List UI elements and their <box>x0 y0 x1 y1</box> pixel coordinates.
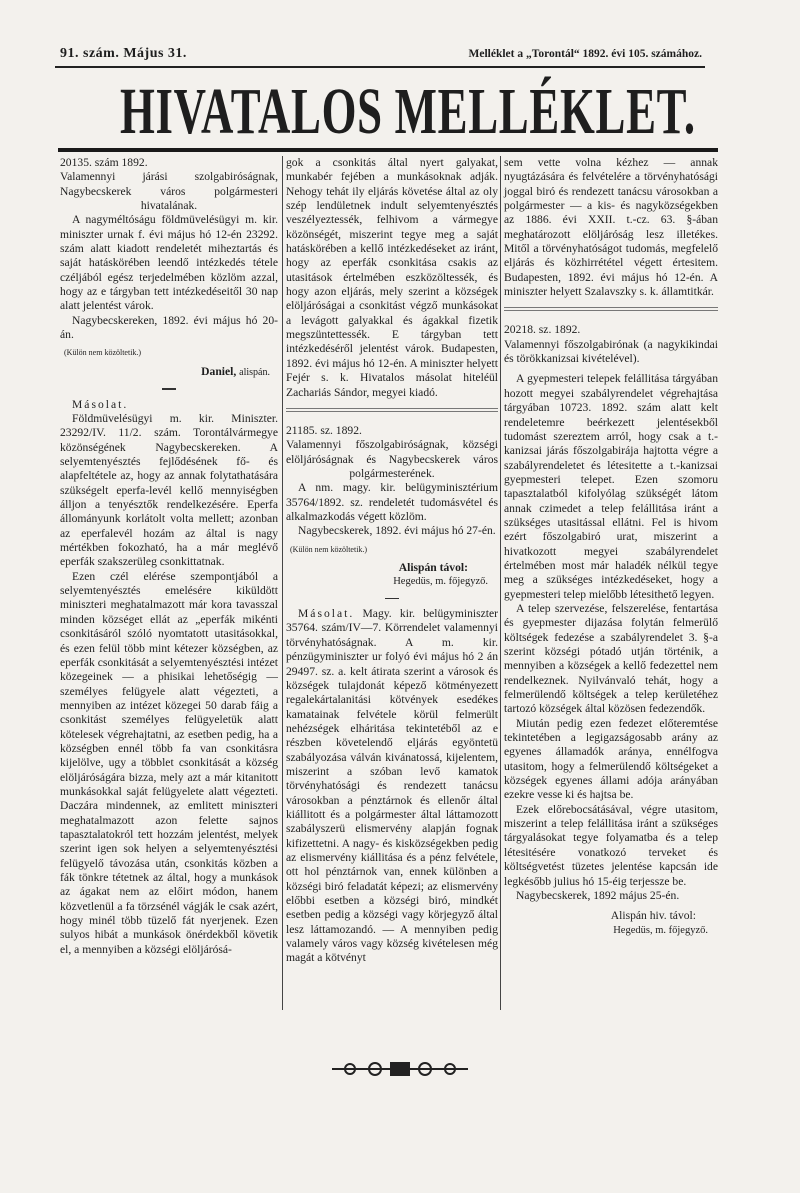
column-divider <box>282 156 283 1010</box>
section-dash <box>162 388 176 390</box>
copy-paragraph: Földmüvelésügyi m. kir. Miniszter. 23292/IV. 11/2. szám. Torontálvármegye közönségének Nagybecskereken. A selyemtenyésztés fejlődésének fő- és alapfeltétele az, hogy az annak folytathatására szükségelt eperfa-levél kellő mennyiségben álljon a tenyésztők rendelkezésére. Eperfa állományunk korlátolt volta mellett; azonban az eperfalevél hozám az által is nagy mértékben fokozható, ha a már meglévő eperfák szakszerüleg csonkittatnak. <box>60 412 278 569</box>
notice-number: 20135. szám 1892. <box>60 156 148 169</box>
column-2 <box>286 156 498 966</box>
signature-title: alispán. <box>239 366 270 378</box>
header-rule <box>55 66 705 68</box>
notice-body: A nagyméltóságu földmüvelésügyi m. kir. miniszter urnak f. évi május hó 12-én 23292. szám alatt kiadott rendeletét miheztartás és saját hatáskörében leendő intézkedés tétele czéljából egész terjedelmében közlöm azzal, hogy az e tárgyban tett intézkedéseitől 30 nap alatt jelentést várok. <box>60 213 278 313</box>
notice-paragraph: Miután pedig ezen fedezet előteremtése tekintetében a legigazságosabb arány az egyenes államadók aránya, ennélfogva utasitom, hogy a felmerülendő költségeket a községek egyenes állami adója arányában ezekre vesse ki és hajtsa be. <box>504 716 718 802</box>
copy-heading: Másolat. <box>72 397 129 411</box>
decorative-ornament-icon <box>330 1060 470 1078</box>
notice-note: (Külön nem közöltetik.) <box>290 544 368 554</box>
signature-line: Hegedüs, m. főjegyző. <box>393 576 488 588</box>
notice-body: A nm. magy. kir. belügyminisztérium 35764/1892. sz. rendeletét tudomásvétel és alkalmazkodás végett közlöm. <box>286 481 498 523</box>
running-header <box>60 44 702 64</box>
column-divider <box>500 156 501 1010</box>
notice-note: (Külön nem közöltetik.) <box>64 348 142 358</box>
issue-number: 91. szám. Május 31. <box>60 46 187 61</box>
signature-name: Daniel, <box>201 364 237 378</box>
notice-paragraph: A telep szervezése, felszerelése, fentartása és gyepmester dijazása folytán felmerülő költségek fedezése a szabályrendelet 3. §-a szerint községi pótadó utján történik, a mennyiben a községek a kellő fedezettel nem rendelkeznek. Nyilvánvaló tehát, hogy a felmerülendő költségek a telep kerületéhez tartozó községek által közösen fedezendők. <box>504 601 718 716</box>
notice-number: 20218. sz. 1892. <box>504 323 581 337</box>
column-1 <box>60 156 278 988</box>
copy-text: Magy. kir. belügyminiszter 35764. szám/IV—7. Körrendelet valamennyi törvényhatóságnak. A m. kir. pénzügyminiszter ur folyó évi május hó 2 án 29497. sz. a. kelt átirata szerint a városok és községek tulajdonát képező kötményezett regalekártalanitási kötvények esedékes kamatainak felvétele körül felmerült nehézségek elháritása tekintetéből az e részben követelendő eljárás egyöntetü szabályozása válván kivánatossá, kijelentem, miszerint a szóban levő kamatok törvényhatósági és rendezett tanácsu városokban a pénztárnok és ellenőr által kiállitott és a polgármester által láttamozott szabályszerü elismervény alapján fognak kifizettetni. A nagy- és kisközségekben pedig az elismervény kiállitása és a pénz felvétele, ott hol pénztárnok van, ennek különben a községi biró feladatát képezi; az elismervény előbbi esetben a községi biró, mindkét esetben pedig a községi vagy körjegyző által lesz láttamozandó. — A mennyiben pedig valamely város vagy község kivételesen még magát a kötvényt <box>286 607 499 965</box>
notice-signature <box>60 365 270 380</box>
column-3 <box>504 156 718 938</box>
copy-paragraph-continued: gok a csonkitás által nyert galyakat, munkabér fejében a munkásoknak adják. Nehogy tehát ily eljárás követése által az oly szép lendületnek indult selyemtenyésztés veszélyeztessék, felhivom a vármegye közönségét, miszerint tegye meg a saját hatáskörében a kellő intézkedéseket az iránt, hogy az eperfák csonkitása csakis az utasitások értelmében eszközöltessék, és hogy azon eljárás, mely szerint a községek elöljáróságai a csonkitást végző munkásokat a levágott galyakkal és ágakkal fizetik megszüntettessék. E tárgyban tett intézkedéséről jelentést várok. Budapesten, 1892. évi május hó 12-én. A miniszter helyett Fejér s. k. Hivatalos másolat hiteléül Zachariás Sándor, megyei kiadó. <box>286 156 498 399</box>
notice-addressee: Valamennyi járási szolgabiróságnak, Nagybecskerek város polgármesteri hivatalának. <box>60 170 278 213</box>
section-double-rule <box>504 307 718 311</box>
supplement-note: Melléklet a „Torontál“ 1892. évi 105. számához. <box>468 48 702 60</box>
notice-addressee: Valamennyi főszolgabirónak (a nagykikindai és törökkanizsai kivételével). <box>504 337 718 366</box>
notice-date: Nagybecskereken, 1892. évi május hó 20-án. <box>60 313 278 342</box>
notice-paragraph: Ezek előrebocsátásával, végre utasitom, miszerint a telep felállitása iránt a szükséges tárgyalásokat tegye folyamatba és a telep létesitésére vonatkozó terveket és költségvetést tüzetes jelentése kapcsán ide legkésőbb julius hó 15-éig terjessze be. <box>504 802 718 888</box>
notice-number: 21185. sz. 1892. <box>286 423 362 437</box>
notice-date: Nagybecskerek, 1892. évi május hó 27-én. <box>298 524 496 538</box>
signature-line: Alispán távol: <box>398 560 468 574</box>
masthead-title: HIVATALOS MELLÉKLET. <box>120 74 696 148</box>
signature-line: Hegedüs, m. főjegyző. <box>613 924 708 936</box>
signature-line: Alispán hiv. távol: <box>610 909 696 923</box>
section-dash <box>385 598 399 600</box>
copy-paragraph <box>286 607 498 966</box>
section-double-rule <box>286 408 498 412</box>
copy-paragraph: Ezen czél elérése szempontjából a selyemtenyésztés emelésére kiküldött miniszteri meghatalmazott már kora tavasszal minden községet ellát az „eperfák mikénti csonkitásáról szóló nyomtatott utasitásokkal, és ezen felül több mint kétezer községben, az eperfák csonkitását a selyemtenyésztési intézet közegeinek — a phisikai lehetőségig — személyes felügyele alatt végezteti, a mennyiben az intézet közegei 50 darab fáig a csonkitást személyes felügyeletük alatt kötelesek végrehajtatni, az esetben pedig, ha a községben ennél több fa van csonkitásra kijelölve, ugy a többlet csonkitását a község elöljáróságára bizza, mely azt a már kitanitott munkásokkal saját felügyelete alatt végezteti. Daczára mindennek, az emlitett miniszteri meghatalmazott azon felette sajnos tapasztalatokról tett hozzám jelentést, melyek szerint igen sok helyen a selyemtenyésztési felügyelő távozása után, csonkitás közben a fák tönkre tétetnek az által, hogy a munkások az ágakat nem az előirt módon, hanem közvetlenül a fa törzsénél vágják le csak azért, hogy minél több tüzelő fát nyerjenek. Ezen sulyos hibát a munkások önérdekből követik el, a mennyiben a községi elöljárósá- <box>60 569 278 956</box>
copy-heading: Másolat. <box>298 607 355 621</box>
notice-addressee: Valamennyi főszolgabiróságnak, községi elöljáróságnak és Nagybecskerek város polgármesterének. <box>286 438 498 480</box>
notice-paragraph: A gyepmesteri telepek felállitása tárgyában hozott megyei szabályrendelet végrehajtása tárgyában 10723. 1892. szám alatt kelt rendeletemre beérkezett jelentésekből tudomást szereztem arról, hogy csak a t.-kanizsai járás főszolgabirája hajtotta végre a szabályrendeletet és létesitette a t.-kanizsai gyepmesteri telepet. Ezen szomoru tapasztalatból kifolyólag szükségét látom annak czimedet a telep felállitása iránt a szükséges utasitással ellátni. Fel is hivom ezért főszolgabiró urat, miszerint a hivatkozott megyei szabályrendelet értelmében most már haladék nélkül tegye meg a szükséges intézkedéseket, hogy a gyepmesteri telep mielőbb létesithető legyen. <box>504 372 718 601</box>
copy-paragraph-continued: sem vette volna kézhez — annak nyugtázására és felvételére a törvényhatósági joggal biró és rendezett tanácsu városokban a polgármester — a kis- és nagyközségekben az 1886. évi XXII. t.-cz. 63. §-ában meghatározott elöljáróság lesz illetékes. Mitől a törvényhatóságot tudomás, megfelelő eljárás és közhirrététel végett értesitem. Budapesten, 1892. évi május hó 12-én. A miniszter helyett Szalavszky s. k. államtitkár. <box>504 156 718 299</box>
masthead-rule <box>58 148 718 152</box>
notice-date: Nagybecskerek, 1892 május 25-én. <box>516 888 680 902</box>
